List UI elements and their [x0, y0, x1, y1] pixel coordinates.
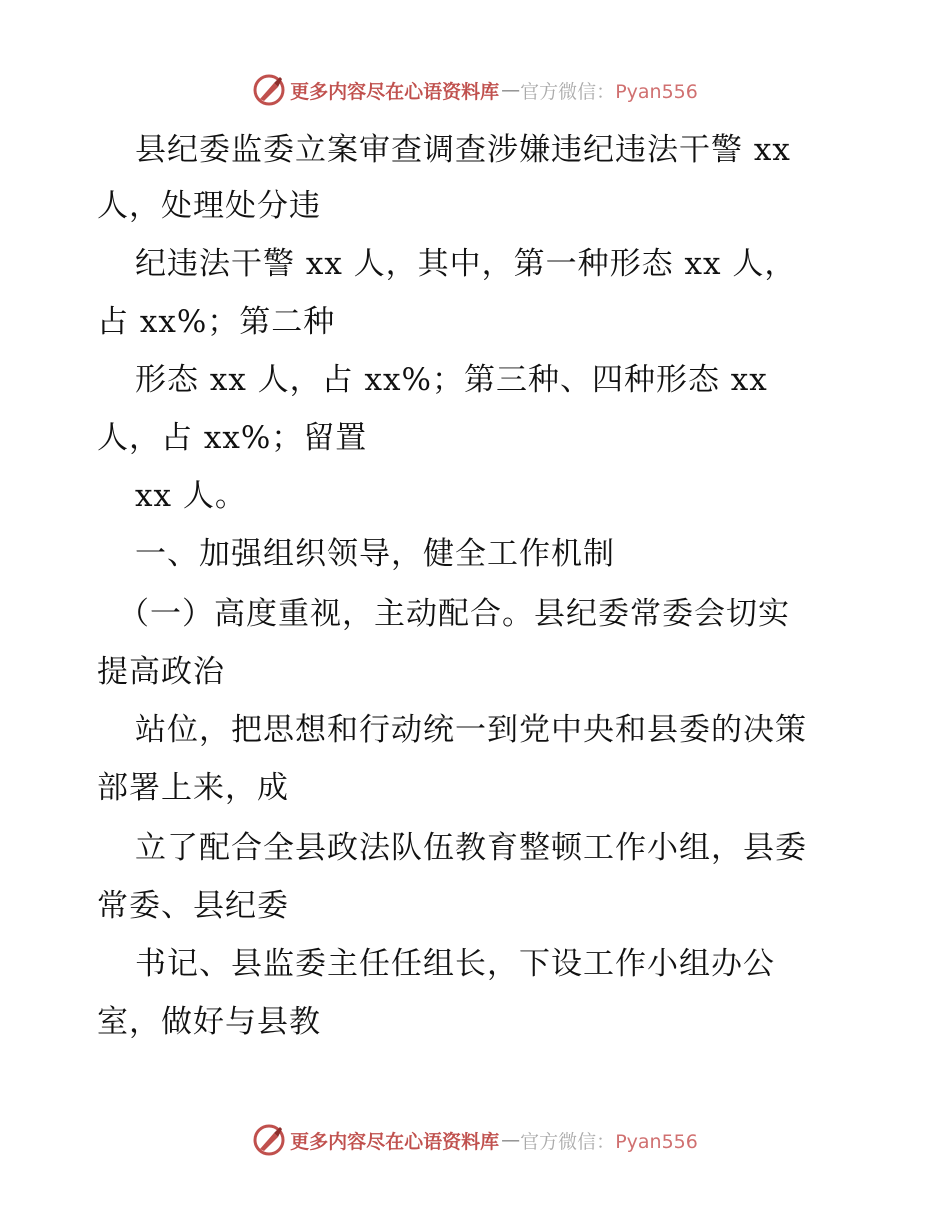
text-line-13: 立了配合全县政法队伍教育整顿工作小组，县委 — [135, 830, 807, 866]
footer-watermark — [0, 1120, 950, 1160]
watermark-separator: — — [501, 1129, 521, 1151]
text-line-3: 纪违法干警 xx 人，其中，第一种形态 xx 人， — [135, 246, 797, 282]
watermark-wechat-id: Pyan556 — [615, 1130, 698, 1153]
pen-logo-icon — [252, 73, 286, 107]
text-line-15: 书记、县监委主任任组长，下设工作小组办公 — [135, 946, 775, 982]
text-line-2: 人，处理处分违 — [97, 188, 321, 224]
text-line-10: 提高政治 — [97, 654, 225, 690]
watermark-brand: 更多内容尽在心语资料库 — [290, 1130, 500, 1153]
watermark-wechat-label: 官方微信： — [520, 80, 616, 103]
text-line-6: 人，占 xx%；留置 — [97, 420, 368, 456]
watermark-separator: — — [501, 79, 521, 101]
text-line-14: 常委、县纪委 — [97, 888, 289, 924]
watermark-wechat — [520, 1127, 698, 1154]
text-line-4: 占 xx%；第二种 — [97, 304, 336, 340]
text-line-12: 部署上来，成 — [97, 770, 289, 806]
pen-logo-icon — [252, 1123, 286, 1157]
header-watermark — [0, 70, 950, 110]
text-line-11: 站位，把思想和行动统一到党中央和县委的决策 — [135, 712, 807, 748]
text-line-9: （一）高度重视，主动配合。县纪委常委会切实 — [118, 596, 790, 632]
watermark-brand: 更多内容尽在心语资料库 — [290, 80, 500, 103]
section-heading-1: 一、加强组织领导，健全工作机制 — [135, 536, 615, 572]
text-line-1: 县纪委监委立案审查调查涉嫌违纪违法干警 xx — [135, 132, 791, 168]
watermark-wechat-id: Pyan556 — [615, 80, 698, 103]
text-line-16: 室，做好与县教 — [97, 1004, 321, 1040]
text-line-7: xx 人。 — [135, 478, 247, 514]
watermark-wechat-label: 官方微信： — [520, 1130, 616, 1153]
watermark-wechat — [520, 77, 698, 104]
text-line-5: 形态 xx 人，占 xx%；第三种、四种形态 xx — [135, 362, 768, 398]
